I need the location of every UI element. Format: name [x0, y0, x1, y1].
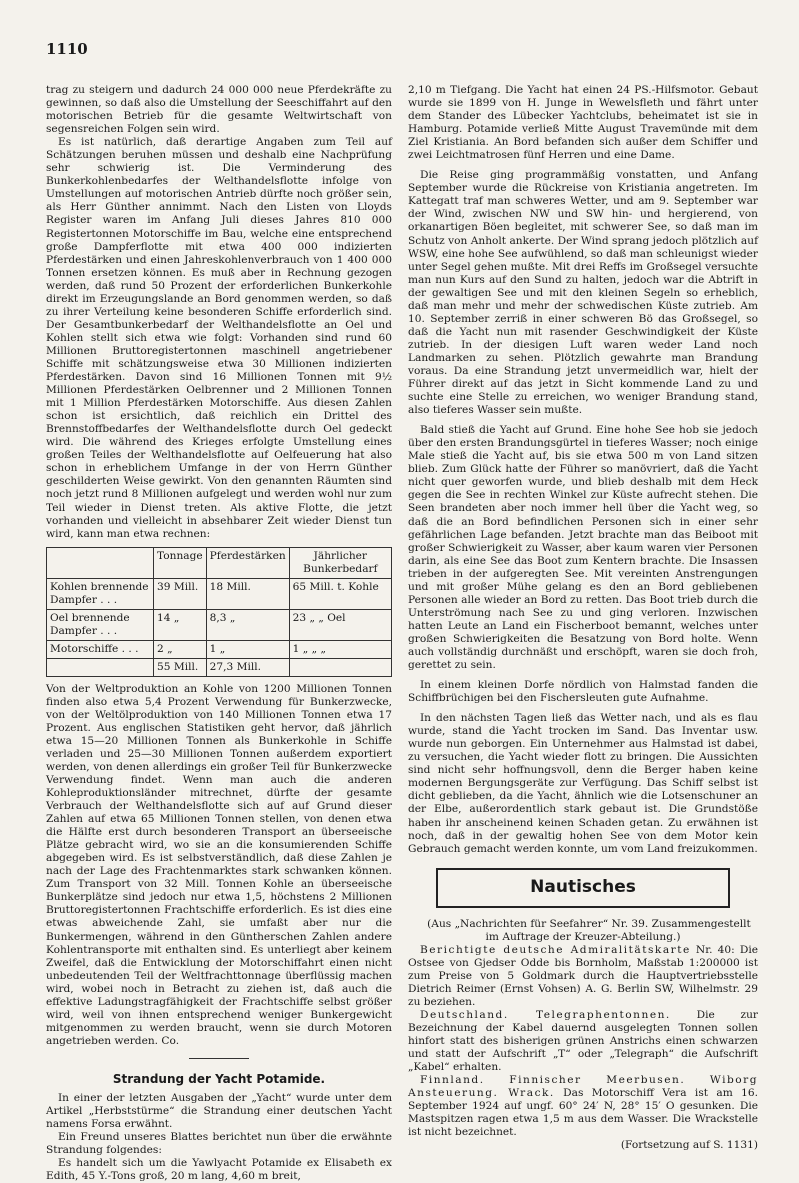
continuation-note: (Fortsetzung auf S. 1131)	[620, 1139, 758, 1152]
table-cell: Kohlen brennende Dampfer . . .	[47, 578, 154, 609]
paragraph: In einer der letzten Ausgaben der „Yacht“ wurde unter dem Artikel „Herbststürme“ die Strandung einer deutschen Yacht namens Forsa erwähnt.	[46, 1092, 392, 1131]
table-header	[47, 547, 154, 578]
paragraph: In einem kleinen Dorfe nördlich von Halmstad fanden die Schiffbrüchigen bei den Fischersleuten gute Aufnahme.	[408, 679, 758, 705]
table-cell	[47, 658, 154, 676]
table-cell: 1 „	[206, 640, 289, 658]
bunker-table	[46, 547, 392, 677]
notice-heading: Deutschland. Telegraphentonnen.	[420, 1009, 671, 1021]
paragraph: In den nächsten Tagen ließ das Wetter nach, und als es flau wurde, stand die Yacht trocken im Sand. Das Inventar usw. wurde nun geborgen. Ein Unternehmer aus Halmstad ist dabei, zu versuchen, die Yacht wieder flott zu bringen. Die Aussichten sind nicht sehr hoffnungsvoll, denn die Berger haben keine modernen Bergungsgeräte zur Verfügung. Das Schiff selbst ist dicht geblieben, da die Yacht, ähnlich wie die Lotsenschuner an der Elbe, außerordentlich stark gebaut ist. Die Grundstöße haben ihr anscheinend keinen Schaden getan. Zu erwähnen ist noch, daß in der gewaltig hohen See von dem Motor kein Gebrauch gemacht werden konnte, um vom Land freizukommen.	[408, 712, 758, 855]
paragraph: Bald stieß die Yacht auf Grund. Eine hohe See hob sie jedoch über den ersten Brandungsgürtel in tieferes Wasser; noch einige Male stieß die Yacht auf, bis sie etwa 500 m von Land sitzen blieb. Zum Glück hatte der Führer so manövriert, daß die Yacht nicht quer geworfen wurde, und blieb deshalb mit dem Heck gegen die See in rechten Winkel zur Küste aufrecht stehen. Die Seen brandeten aber noch immer hell über die Yacht weg, so daß die an Bord befindlichen Personen sich in einer sehr gefährlichen Lage befanden. Jetzt brachte man das Beiboot mit großer Schwierigkeit zu Wasser, aber kaum waren vier Personen darin, als eine See das Boot zum Kentern brachte. Die Insassen trieben in der aufgeregten See. Mit vereinten Anstrengungen und mit großer Mühe gelang es den an Bord gebliebenen Personen alle wieder an Bord zu retten. Das Boot trieb durch die Unterströmung nach See zu und ging verloren. Inzwischen hatten Leute an Land ein Fischerboot bemannt, welches unter großen Schwierigkeiten die Besatzung von Bord holte. Wenn auch vollständig durchnäßt und erschöpft, waren sie doch froh, gerettet zu sein.	[408, 424, 758, 672]
paragraph: Ein Freund unseres Blattes berichtet nun über die erwähnte Strandung folgendes:	[46, 1131, 392, 1157]
paragraph: trag zu steigern und dadurch 24 000 000 neue Pferdekräfte zu gewinnen, so daß also die Umstellung der Seeschiffahrt auf den motorischen Betrieb für die gesamte Weltwirtschaft von segensreichen Folgen sein wird.	[46, 84, 392, 136]
table-cell: 23 „ „ Oel	[289, 609, 391, 640]
right-column	[408, 84, 758, 1153]
table-total-ps: 27,3 Mill.	[206, 658, 289, 676]
paragraph: Die Reise ging programmäßig vonstatten, und Anfang September wurde die Rückreise von Kristiania angetreten. Im Kattegatt traf man schweres Wetter, und am 9. September war der Wind, zwischen NW und SW hin- und hergierend, von orkanartigen Böen begleitet, mit schwerer See, so daß man im Schutz von Anholt ankerte. Der Wind sprang jedoch plötzlich auf WSW, eine hohe See aufwühlend, so daß man schleunigst wieder unter Segel gehen mußte. Mit drei Reffs im Großsegel versuchte man nun Kurs auf den Sund zu halten, jedoch war die Abtrift in der gewaltigen See und mit den kleinen Segeln so erheblich, daß man mehr und mehr der schwedischen Küste zutrieb. Am 10. September zerriß in einer schweren Bö das Großsegel, so daß die Yacht nun mit rasender Geschwindigkeit der Küste zutrieb. In der diesigen Luft waren weder Land noch Landmarken zu sehen. Plötzlich gewahrte man Brandung voraus. Da eine Strandung jetzt unvermeidlich war, hielt der Führer direkt auf das jetzt in Sicht kommende Land zu und suchte eine Stelle zu erreichen, wo weniger Brandung stand, also tieferes Wasser sein mußte.	[408, 169, 758, 417]
nautisches-subtitle: (Aus „Nachrichten für Seefahrer“ Nr. 39. Zusammengestellt im Auftrage der Kreuzer-Abteilung.)	[427, 917, 751, 943]
paragraph: Es handelt sich um die Yawlyacht Potamide ex Elisabeth ex Edith, 45 Y.-Tons groß, 20 m lang, 4,60 m breit,	[46, 1157, 392, 1183]
notice-paragraph	[408, 1009, 758, 1074]
table-cell: 65 Mill. t. Kohle	[289, 578, 391, 609]
table-header: Jährlicher Bunkerbedarf	[289, 547, 391, 578]
table-row	[47, 640, 392, 658]
table-cell	[289, 658, 391, 676]
section-title: Strandung der Yacht Potamide.	[112, 1071, 326, 1086]
table-header-row	[47, 547, 392, 578]
notice-paragraph	[408, 944, 758, 1009]
table-total-row	[47, 658, 392, 676]
table-cell: 39 Mill.	[154, 578, 207, 609]
table-cell: 2 „	[154, 640, 207, 658]
table-cell: 1 „ „ „	[289, 640, 391, 658]
nautisches-heading: Nautisches	[436, 868, 730, 908]
table-total-tonnage: 55 Mill.	[154, 658, 207, 676]
table-cell: 14 „	[154, 609, 207, 640]
notice-paragraph	[408, 1074, 758, 1139]
table-cell: 8,3 „	[206, 609, 289, 640]
notice-body: Nr. 40: Die Ostsee von Gjedser Odde bis Bornholm, Maßstab 1:200000 ist zum Preise von 5 Goldmark durch die Hauptvertriebsstelle Dietrich Reimer (Ernst Vohsen) A. G. Berlin SW, Wilhelmstr. 29 zu beziehen.	[408, 943, 758, 1008]
notice-heading: Finnland. Finnischer Meerbusen. Wiborg Ansteuerung. Wrack.	[408, 1074, 758, 1100]
table-row	[47, 609, 392, 640]
table-cell: Oel brennende Dampfer . . .	[47, 609, 154, 640]
notice-body: Die zur Bezeichnung der Kabel dauernd ausgelegten Tonnen sollen hinfort statt des bisherigen grünen Anstrichs einen schwarzen und statt der Aufschrift „T“ oder „Telegraph“ die Aufschrift „Kabel“ erhalten.	[408, 1009, 758, 1074]
left-column	[46, 84, 392, 1183]
notice-heading: Berichtigte deutsche Admiralitätskarte	[420, 943, 691, 956]
paragraph: Von der Weltproduktion an Kohle von 1200 Millionen Tonnen finden also etwa 5,4 Prozent Verwendung für Bunkerzwecke, von der Weltölproduktion von 140 Millionen Tonnen etwa 17 Prozent. Aus englischen Statistiken geht hervor, daß jährlich etwa 15—20 Millionen Tonnen als Bunkerkohle in Schiffe verladen und 25—30 Millionen Tonnen außerdem exportiert werden, von denen allerdings ein großer Teil für Bunkerzwecke Verwendung findet. Wenn man auch die anderen Kohleproduktionsländer mitrechnet, dürfte der gesamte Verbrauch der Welthandelsflotte sich auf auf Grund dieser Zahlen auf etwa 65 Millionen Tonnen stellen, von denen etwa die Hälfte erst durch besonderen Transport an überseeische Plätze gebracht wird, wo sie an die konsumierenden Schiffe abgegeben wird. Es ist selbstverständlich, daß diese Zahlen je nach der Lage des Frachtenmarktes stark schwanken können. Zum Transport von 32 Mill. Tonnen Kohle an überseeische Bunkerplätze sind jedoch nur etwa 1,5, höchstens 2 Millionen Bruttoregistertonnen Frachtschiffe erforderlich. Es ist dies eine etwas abweichende Zahl, sie umfaßt aber nur die Bunkermengen, während in den Güntherschen Zahlen andere Kohlentransporte mit enthalten sind. Es unterliegt aber keinem Zweifel, daß die Entwicklung der Motorschiffahrt einen nicht unbedeutenden Teil der Weltfrachttonnage überflüssig machen wird, wobei noch in Betracht zu ziehen ist, daß auch die effektive Ladungstragfähigkeit der Frachtschiffe selbst größer wird, weil von ihnen entsprechend weniger Bunkergewicht mitgenommen zu werden braucht, wenn sie durch Motoren angetrieben werden. Co.	[46, 682, 392, 1047]
table-row	[47, 578, 392, 609]
table-header: Pferdestärken	[206, 547, 289, 578]
table-header: Tonnage	[154, 547, 207, 578]
notice-body: Das Motorschiff Vera ist am 16. September 1924 auf ungf. 60° 24′ N, 28° 15′ O gesunken. Die Mastspitzen ragen etwa 1,5 m aus dem Wasser. Die Wrackstelle ist nicht bezeichnet.	[408, 1087, 758, 1139]
paragraph: 2,10 m Tiefgang. Die Yacht hat einen 24 PS.-Hilfsmotor. Gebaut wurde sie 1899 von H. Junge in Wewelsfleth und fährt unter dem Stander des Lübecker Yachtclubs, beheimatet ist sie in Hamburg. Potamide verließ Mitte August Travemünde mit dem Ziel Kristiania. An Bord befanden sich außer dem Schiffer und zwei Leichtmatrosen fünf Herren und eine Dame.	[408, 84, 758, 162]
page-number: 1110	[46, 40, 88, 58]
table-cell: Motorschiffe . . .	[47, 640, 154, 658]
table-cell: 18 Mill.	[206, 578, 289, 609]
paragraph: Es ist natürlich, daß derartige Angaben zum Teil auf Schätzungen beruhen müssen und deshalb eine Nachprüfung sehr schwierig ist. Die Verminderung des Bunkerkohlenbedarfes der Welthandelsflotte infolge von Umstellungen auf motorischen Antrieb dürfte noch größer sein, als Herr Günther annimmt. Nach den Listen von Lloyds Register waren im Anfang Juli dieses Jahres 810 000 Registertonnen Motorschiffe im Bau, welche eine entsprechend große Dampferflotte mit etwa 400 000 indizierten Pferdestärken und einen Jahreskohlenverbrauch von 1 400 000 Tonnen ersetzen können. Es muß aber in Rechnung gezogen werden, daß rund 50 Prozent der erforderlichen Bunkerkohle direkt im Erzeugungslande an Bord genommen werden, so daß zu ihrer Verteilung keine besonderen Schiffe erforderlich sind. Der Gesamtbunkerbedarf der Welthandelsflotte an Oel und Kohlen stellt sich etwa wie folgt: Vorhanden sind rund 60 Millionen Bruttoregistertonnen maschinell angetriebener Schiffe mit schätzungsweise etwa 30 Millionen indizierten Pferdestärken. Davon sind 16 Millionen Tonnen mit 9½ Millionen Pferdestärken Oelbrenner und 2 Millionen Tonnen mit 1 Million Pferdestärken Motorschiffe. Aus diesen Zahlen schon ist ersichtlich, daß reichlich ein Drittel des Brennstoffbedarfes der Welthandelsflotte durch Oel gedeckt wird. Die während des Krieges erfolgte Umstellung eines großen Teiles der Welthandelsflotte auf Oelfeuerung hat also schon in erheblichem Umfange in der von Herrn Günther geschilderten Weise gewirkt. Von den genannten Räumten sind noch jetzt rund 8 Millionen aufgelegt und werden wohl nur zum Teil wieder in Dienst treten. Als aktive Flotte, die jetzt vorhanden und vielleicht in absehbarer Zeit wieder Dienst tun wird, kann man etwa rechnen:	[46, 136, 392, 540]
divider	[189, 1058, 249, 1059]
